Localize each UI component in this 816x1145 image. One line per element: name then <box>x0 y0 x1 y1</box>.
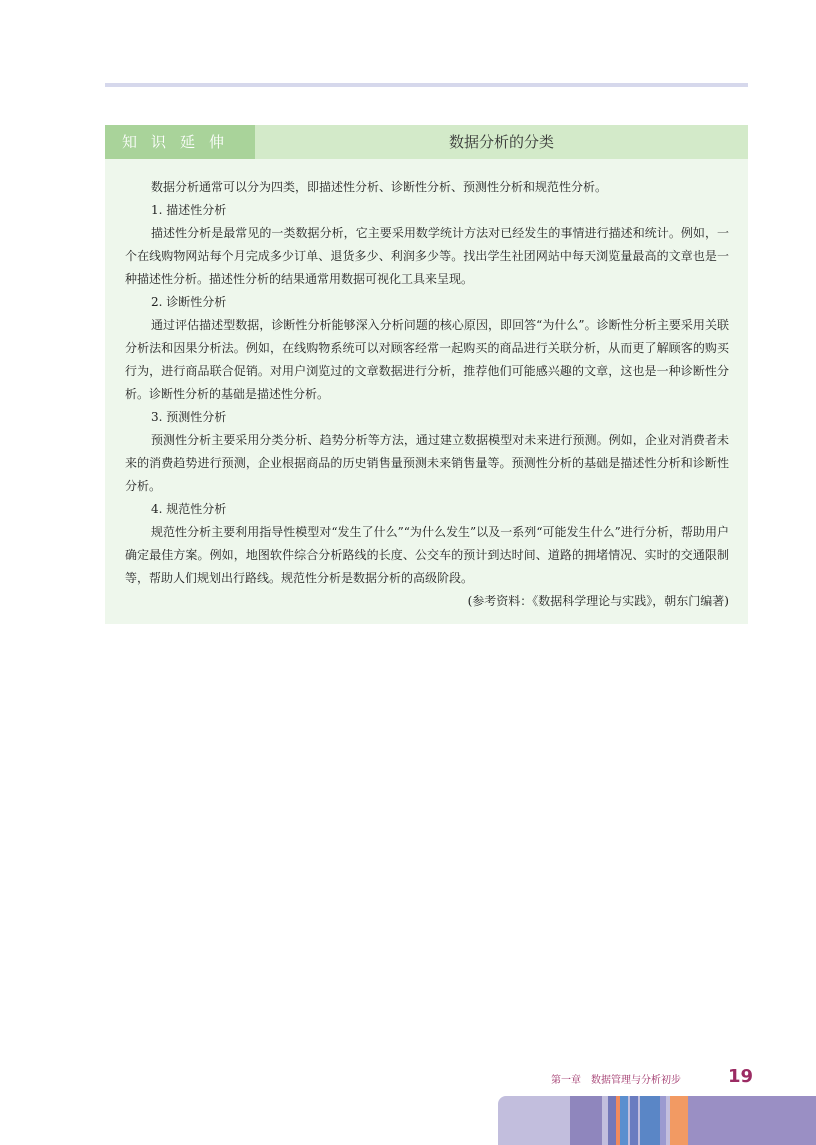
subheading: 3. 预测性分析 <box>151 410 227 424</box>
bar-stripe <box>630 1096 638 1145</box>
bar-stripe <box>570 1096 602 1145</box>
bar-stripe <box>608 1096 616 1145</box>
knowledge-extension-box <box>105 125 748 624</box>
paragraph: 预测性分析主要采用分类分析、趋势分析等方法，通过建立数据模型对未来进行预测。例如，企业对消费者未来的消费趋势进行预测，企业根据商品的历史销售量预测未来销售量等。预测性分析的基础是描述性分析和诊断性分析。 <box>125 433 729 493</box>
bar-stripe <box>640 1096 660 1145</box>
paragraph: 通过评估描述型数据，诊断性分析能够深入分析问题的核心原因，即回答“为什么”。诊断性分析主要采用关联分析法和因果分析法。例如，在线购物系统可以对顾客经常一起购买的商品进行关联分析，从而更了解顾客的购买行为，进行商品联合促销。对用户浏览过的文章数据进行分析，推荐他们可能感兴趣的文章，这也是一种诊断性分析。诊断性分析的基础是描述性分析。 <box>125 318 729 401</box>
paragraph: 数据分析通常可以分为四类，即描述性分析、诊断性分析、预测性分析和规范性分析。 <box>151 180 608 194</box>
paragraph: 描述性分析是最常见的一类数据分析，它主要采用数学统计方法对已经发生的事情进行描述和统计。例如，一个在线购物网站每个月完成多少订单、退货多少、利润多少等。找出学生社团网站中每天浏览量最高的文章也是一种描述性分析。描述性分析的结果通常用数据可视化工具来呈现。 <box>125 226 729 286</box>
box-header <box>105 125 748 159</box>
bar-stripe <box>620 1096 628 1145</box>
subheading: 1. 描述性分析 <box>151 203 227 217</box>
top-divider <box>105 83 748 87</box>
bar-stripe <box>660 1096 666 1145</box>
reference-source: (参考资料：《数据科学理论与实践》，朝东门编著) <box>467 594 729 608</box>
paragraph: 规范性分析主要利用指导性模型对“发生了什么”“为什么发生”以及一系列“可能发生什么”进行分析，帮助用户确定最佳方案。例如，地图软件综合分析路线的长度、公交车的预计到达时间、道路的拥堵情况、实时的交通限制等，帮助人们规划出行路线。规范性分析是数据分析的高级阶段。 <box>125 525 729 585</box>
bar-stripe <box>670 1096 688 1145</box>
section-tag: 知识延伸 <box>105 125 255 159</box>
box-content <box>125 176 729 613</box>
subheading: 4. 规范性分析 <box>151 502 227 516</box>
bar-stripe <box>688 1096 816 1145</box>
subheading: 2. 诊断性分析 <box>151 295 227 309</box>
box-title: 数据分析的分类 <box>448 133 554 151</box>
page-number: 19 <box>728 1066 754 1087</box>
decorative-color-bar <box>498 1096 816 1145</box>
chapter-label: 第一章 数据管理与分析初步 <box>551 1075 681 1086</box>
